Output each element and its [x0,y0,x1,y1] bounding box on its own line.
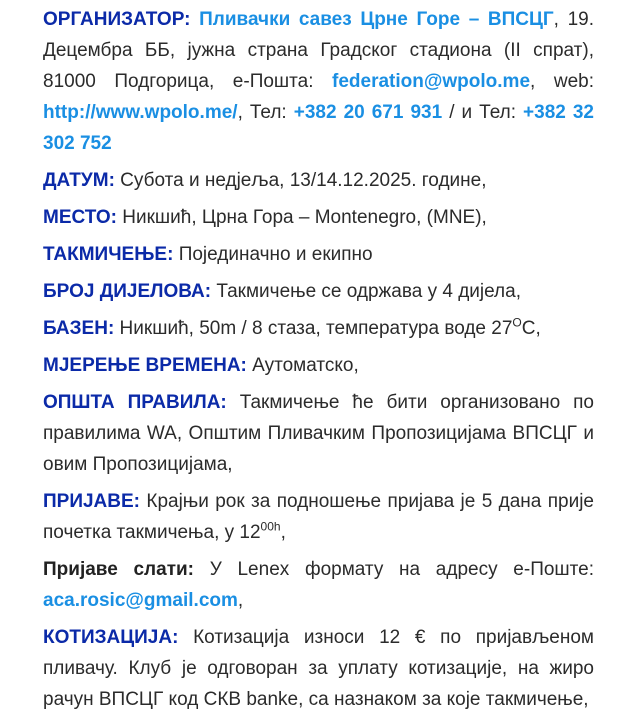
organizer-phone2-link[interactable]: +382 32 302 752 [43,102,594,154]
send-entries-email-link[interactable]: aca.rosic@gmail.com [43,590,238,611]
fee-paragraph [43,622,594,715]
entries-paragraph [43,486,594,548]
competition-paragraph [43,239,594,270]
place-label: МЕСТО: [43,207,117,228]
pool-value: Никшић, 50m / 8 стаза, температура воде 27 [114,318,513,339]
fee-label: КОТИЗАЦИЈА: [43,627,179,648]
date-paragraph [43,165,594,196]
organizer-email-link[interactable]: federation@wpolo.me [332,71,531,92]
competition-value: Појединачно и екипно [173,244,373,265]
rules-label: ОПШТА ПРАВИЛА: [43,392,227,413]
pool-paragraph [43,313,594,344]
date-label: ДАТУМ: [43,170,115,191]
organizer-address: , 19. Децембра ББ, јужна страна Градског стадиона (II спрат), 81000 Подгорица, е-Пошта: [43,9,594,92]
competition-label: ТАКМИЧЕЊЕ: [43,244,174,265]
rules-value: Такмичење ће бити организовано по правилима WA, Општим Пливачким Пропозицијама ВПСЦГ и овим Пропозицијама, [43,392,594,475]
send-entries-paragraph [43,554,594,616]
tel-prefix: , Тел: [237,102,294,123]
pool-suffix: C, [521,318,541,339]
parts-label: БРОЈ ДИЈЕЛОВА: [43,281,212,302]
timing-label: МЈЕРЕЊЕ ВРЕМЕНА: [43,355,247,376]
timing-value: Аутоматско, [246,355,359,376]
organizer-label: ОРГАНИЗАТОР: [43,9,191,30]
pool-degree-sup: O [512,315,522,330]
send-entries-suffix: , [237,590,244,611]
organizer-phone1-link[interactable]: +382 20 671 931 [293,102,443,123]
entries-time-sup: 00h [260,519,281,534]
organizer-website-link[interactable]: http://www.wpolo.me/ [43,102,238,123]
web-prefix: , web: [530,71,594,92]
rules-paragraph [43,387,594,480]
send-entries-value: У Lenex формату на адресу е-Поште: [194,559,594,580]
organizer-paragraph [43,4,594,159]
tel-separator: / и Тел: [442,102,524,123]
date-value: Субота и недјеља, 13/14.12.2025. године, [114,170,487,191]
parts-paragraph [43,276,594,307]
place-value: Никшић, Црна Гора – Montenegro, (MNE), [117,207,487,228]
entries-value: Крајњи рок за подношење пријава је 5 дана прије почетка такмичења, у 12 [43,491,594,543]
fee-value: Котизација износи 12 € по пријављеном пливачу. Клуб је одговоран за уплату котизације, на жиро рачун ВПСЦГ код СКВ banke, са назнаком за које такмичење, [43,627,594,710]
organizer-name: Пливачки савез Црне Горе – ВПСЦГ [199,9,554,30]
send-entries-label: Пријаве слати: [43,559,195,580]
parts-value: Такмичење се одржава у 4 дијела, [211,281,521,302]
timing-paragraph [43,350,594,381]
entries-suffix: , [280,522,286,543]
pool-label: БАЗЕН: [43,318,115,339]
place-paragraph [43,202,594,233]
entries-label: ПРИЈАВЕ: [43,491,140,512]
proposition-document [43,0,594,721]
